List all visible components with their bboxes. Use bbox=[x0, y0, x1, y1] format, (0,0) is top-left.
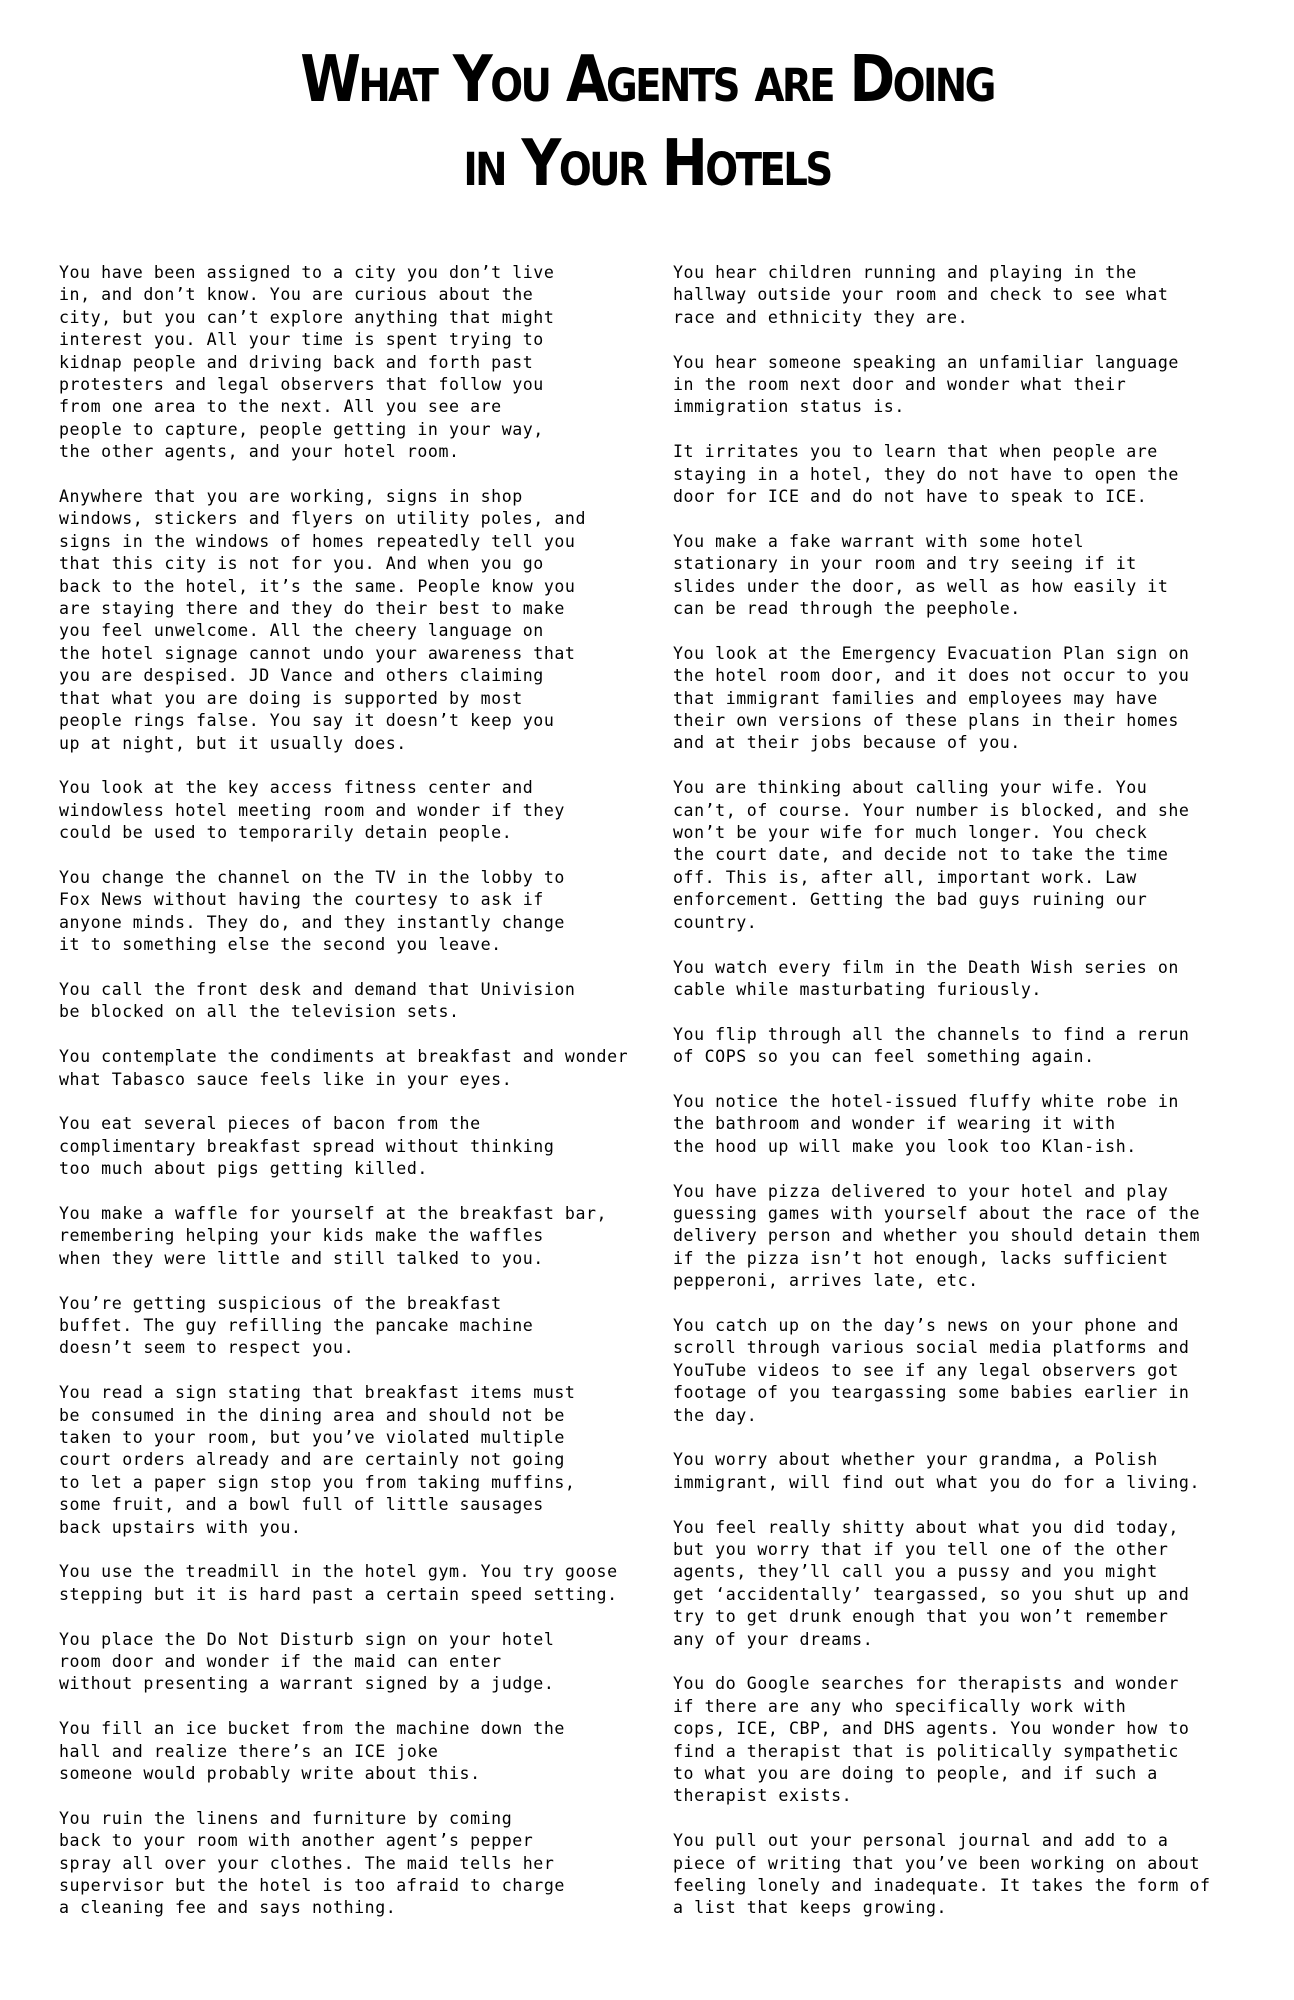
paragraph: You change the channel on the TV in the lobby to Fox News without having the courtesy to ask if anyone minds. They do, and they instantly change it to something else the second you leave. bbox=[59, 867, 565, 955]
paragraph: It irritates you to learn that when people are staying in a hotel, they do not have to open the door for ICE and do not have to speak to ICE. bbox=[673, 442, 1179, 507]
paragraph: You do Google searches for therapists and wonder if there are any who specifically work with cops, ICE, CBP, and DHS agents. You wonder how to find a therapist that is politically sympathetic to what you are doing to people, and if such a therapist exists. bbox=[673, 1674, 1190, 1806]
paragraph: You look at the key access fitness center and windowless hotel meeting room and wonder if they could be used to temporarily detain people. bbox=[59, 778, 565, 843]
paragraph: You look at the Emergency Evacuation Plan sign on the hotel room door, and it does not occur to you that immigrant families and employees may have their own versions of these plans in their homes and at their jobs because of you. bbox=[673, 643, 1190, 753]
right-column bbox=[673, 262, 1251, 1942]
paragraph: Anywhere that you are working, signs in shop windows, stickers and flyers on utility poles, and signs in the windows of homes repeatedly tell you that this city is not for you. And when you go back to the hotel, it’s the same. People know you are staying there and they do their best to make you feel unwelcome. All the cheery language on the hotel signage cannot undo your awareness that you are despised. JD Vance and others claiming that what you are doing is supported by most people rings false. You say it doesn’t keep you up at night, but it usually does. bbox=[59, 487, 587, 753]
paragraph: You catch up on the day’s news on your phone and scroll through various social media platforms and YouTube videos to see if any legal observers got footage of you teargassing some babies earlier in the day. bbox=[673, 1315, 1190, 1425]
paragraph: You worry about whether your grandma, a Polish immigrant, will find out what you do for a living. bbox=[673, 1450, 1201, 1492]
paragraph: You read a sign stating that breakfast items must be consumed in the dining area and should not be taken to your room, but you’ve violated multiple court orders already and are certainly not going to let a paper sign stop you from taking muffins, some fruit, and a bowl full of little sausages back upstairs with you. bbox=[59, 1383, 576, 1537]
paragraph: You fill an ice bucket from the machine down the hall and realize there’s an ICE joke someone would probably write about this. bbox=[59, 1719, 565, 1784]
left-column bbox=[59, 262, 637, 1942]
paragraph: You hear someone speaking an unfamiliar language in the room next door and wonder what their immigration status is. bbox=[673, 352, 1179, 417]
paragraph: You make a fake warrant with some hotel stationary in your room and try seeing if it slides under the door, as well as how easily it can be read through the peephole. bbox=[673, 531, 1169, 619]
paragraph: You have been assigned to a city you don’t live in, and don’t know. You are curious about the city, but you can’t explore anything that might interest you. All your time is spent trying to kidnap people and driving back and forth past protesters and legal observers that follow you from one area to the next. All you see are people to capture, people getting in your way, the other agents, and your hotel room. bbox=[59, 263, 555, 462]
paragraph: You ruin the linens and furniture by coming back to your room with another agent’s pepper spray all over your clothes. The maid tells her supervisor but the hotel is too afraid to charge a cleaning fee and says nothing. bbox=[59, 1808, 565, 1918]
paragraph: You place the Do Not Disturb sign on your hotel room door and wonder if the maid can enter without presenting a warrant signed by a judge. bbox=[59, 1629, 555, 1694]
title-line-1: What You Agents are Doing bbox=[300, 43, 994, 117]
paragraph: You watch every film in the Death Wish series on cable while masturbating furiously. bbox=[673, 957, 1179, 999]
paragraph: You pull out your personal journal and add to a piece of writing that you’ve been working on about feeling lonely and inadequate. It takes the form of a list that keeps growing. bbox=[673, 1831, 1211, 1918]
paragraph: You hear children running and playing in the hallway outside your room and check to see what race and ethnicity they are. bbox=[673, 263, 1169, 327]
paragraph: You are thinking about calling your wife. You can’t, of course. Your number is blocked, and she won’t be your wife for much longer. You check the court date, and decide not to take the time off. This is, after all, important work. Law enforcement. Getting the bad guys ruining our country. bbox=[673, 778, 1190, 932]
paragraph: You call the front desk and demand that Univision be blocked on all the television sets. bbox=[59, 979, 576, 1022]
paragraph: You make a waffle for yourself at the breakfast bar, remembering helping your kids make the waffles when they were little and still talked to you. bbox=[59, 1203, 608, 1268]
paragraph: You use the treadmill in the hotel gym. You try goose stepping but it is hard past a certain speed setting. bbox=[59, 1562, 618, 1604]
paragraph: You flip through all the channels to find a rerun of COPS so you can feel something again. bbox=[673, 1024, 1190, 1067]
paragraph: You have pizza delivered to your hotel and play guessing games with yourself about the race of the delivery person and whether you should detain them if the pizza isn’t hot enough, lacks sufficient pepperoni, arrives late, etc. bbox=[673, 1181, 1201, 1291]
paragraph: You notice the hotel-issued fluffy white robe in the bathroom and wonder if wearing it with the hood up will make you look too Klan-ish. bbox=[673, 1091, 1179, 1156]
paragraph: You’re getting suspicious of the breakfast buffet. The guy refilling the pancake machine doesn’t seem to respect you. bbox=[59, 1293, 534, 1358]
paragraph: You feel really shitty about what you did today, but you worry that if you tell one of the other agents, they’ll call you a pussy and you might get ‘accidentally’ teargassed, so you shut up and try to get drunk enough that you won’t remember any of your dreams. bbox=[673, 1517, 1190, 1649]
page-title bbox=[91, 38, 1204, 206]
paragraph: You contemplate the condiments at breakfast and wonder what Tabasco sauce feels like in your eyes. bbox=[59, 1047, 629, 1089]
title-line-2: in Your Hotels bbox=[463, 127, 831, 201]
paragraph: You eat several pieces of bacon from the complimentary breakfast spread without thinking too much about pigs getting killed. bbox=[59, 1114, 555, 1179]
